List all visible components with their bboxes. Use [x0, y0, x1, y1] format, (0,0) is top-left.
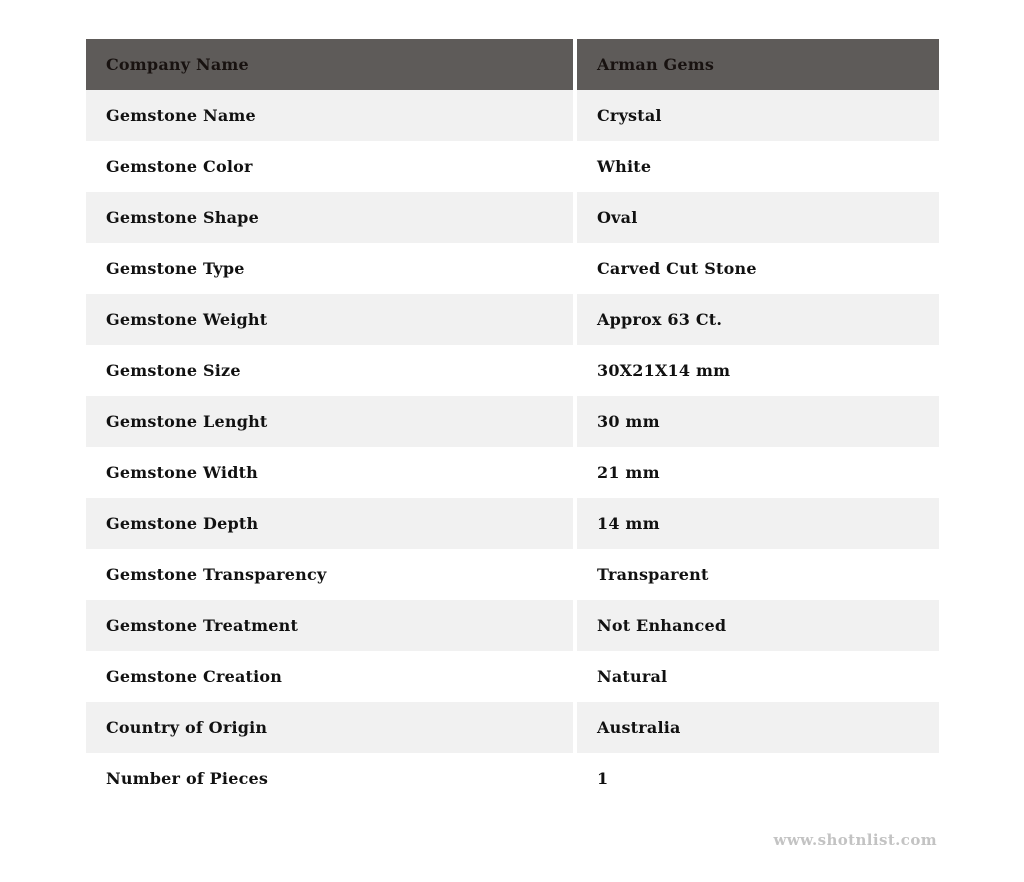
- header-label-cell: Company Name: [86, 39, 573, 90]
- row-label-cell: Gemstone Treatment: [86, 600, 573, 651]
- row-value-cell: Carved Cut Stone: [577, 243, 939, 294]
- row-value-cell: Natural: [577, 651, 939, 702]
- row-label-cell: Gemstone Width: [86, 447, 573, 498]
- row-label-cell: Gemstone Shape: [86, 192, 573, 243]
- row-label-cell: Gemstone Lenght: [86, 396, 573, 447]
- row-value-cell: Approx 63 Ct.: [577, 294, 939, 345]
- row-value-cell: Transparent: [577, 549, 939, 600]
- row-label-cell: Gemstone Type: [86, 243, 573, 294]
- header-value-cell: Arman Gems: [577, 39, 939, 90]
- row-value-cell: Australia: [577, 702, 939, 753]
- row-label-cell: Gemstone Depth: [86, 498, 573, 549]
- row-value-cell: White: [577, 141, 939, 192]
- row-label-cell: Gemstone Creation: [86, 651, 573, 702]
- watermark-text: www.shotnlist.com: [773, 831, 937, 849]
- row-value-cell: 14 mm: [577, 498, 939, 549]
- row-value-cell: Oval: [577, 192, 939, 243]
- row-value-cell: 21 mm: [577, 447, 939, 498]
- row-value-cell: 30 mm: [577, 396, 939, 447]
- row-value-cell: 1: [577, 753, 939, 804]
- row-label-cell: Gemstone Name: [86, 90, 573, 141]
- row-label-cell: Gemstone Transparency: [86, 549, 573, 600]
- row-value-cell: Crystal: [577, 90, 939, 141]
- row-value-cell: 30X21X14 mm: [577, 345, 939, 396]
- row-label-cell: Country of Origin: [86, 702, 573, 753]
- row-value-cell: Not Enhanced: [577, 600, 939, 651]
- gemstone-spec-table: [86, 39, 939, 804]
- row-label-cell: Gemstone Weight: [86, 294, 573, 345]
- row-label-cell: Number of Pieces: [86, 753, 573, 804]
- row-label-cell: Gemstone Size: [86, 345, 573, 396]
- row-label-cell: Gemstone Color: [86, 141, 573, 192]
